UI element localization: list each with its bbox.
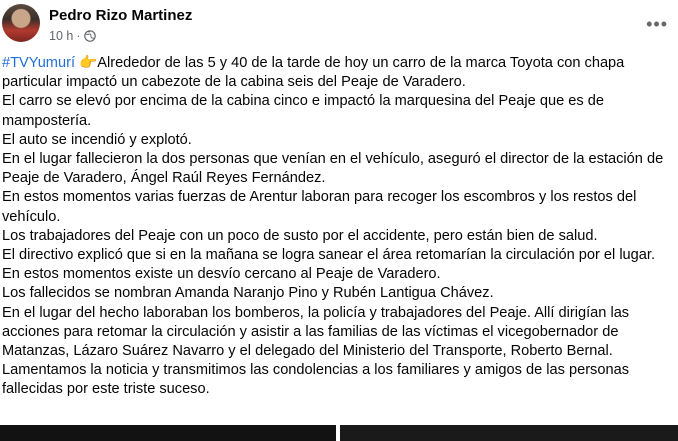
post-media: [0, 425, 678, 441]
post-paragraph: En estos momentos existe un desvío cercano al Peaje de Varadero.: [2, 266, 441, 283]
avatar[interactable]: [2, 4, 40, 42]
post-time[interactable]: 10 h: [49, 29, 74, 43]
post-paragraph: En estos momentos varias fuerzas de Arentur laboran para recoger los escombros y los restos del vehículo.: [2, 189, 637, 225]
post-photo[interactable]: [340, 425, 678, 441]
more-options-icon[interactable]: •••: [646, 14, 668, 34]
post-paragraph: El directivo explicó que si en la mañana se logra sanear el área retomarían la circulación por el lugar.: [2, 247, 656, 264]
post-photo[interactable]: [0, 425, 336, 441]
post-paragraph: En el lugar fallecieron la dos personas que venían en el vehículo, aseguró el director de la estación de Peaje de Varadero, Ángel Raúl Reyes Fernández.: [2, 151, 664, 187]
pointing-hand-icon: 👉: [79, 54, 98, 71]
author-name[interactable]: Pedro Rizo Martinez: [49, 7, 193, 24]
post-paragraph: En el lugar del hecho laboraban los bomberos, la policía y trabajadores del Peaje. Allí dirigían las acciones para retomar la circulación y asistir a las familias de las víctimas el vicegobernador de Matanzas, Lázaro Suárez Navarro y el delegado del Ministerio del Transporte, Roberto Bernal.: [2, 304, 630, 360]
post-first-paragraph: [2, 53, 674, 92]
post-paragraph: Los fallecidos se nombran Amanda Naranjo Pino y Rubén Lantigua Chávez.: [2, 285, 494, 302]
post-header: [0, 0, 678, 52]
post-paragraph: El auto se incendió y explotó.: [2, 131, 192, 148]
globe-icon[interactable]: [84, 30, 96, 42]
meta-separator: ·: [76, 29, 81, 43]
post-paragraph: Los trabajadores del Peaje con un poco de susto por el accidente, pero están bien de salud.: [2, 227, 598, 244]
post-meta: [49, 29, 96, 43]
post-paragraph: El carro se elevó por encima de la cabina cinco e impactó la marquesina del Peaje que es de mampostería.: [2, 93, 604, 129]
hashtag-link[interactable]: #TVYumurí: [2, 55, 75, 71]
post-paragraph: Lamentamos la noticia y transmitimos las condolencias a los familiares y amigos de las personas fallecidas por este triste suceso.: [2, 362, 630, 398]
post-text: [2, 53, 674, 400]
post-paragraph: Alrededor de las 5 y 40 de la tarde de hoy un carro de la marca Toyota con chapa particular impactó un cabezote de la cabina seis del Peaje de Varadero.: [2, 55, 625, 91]
